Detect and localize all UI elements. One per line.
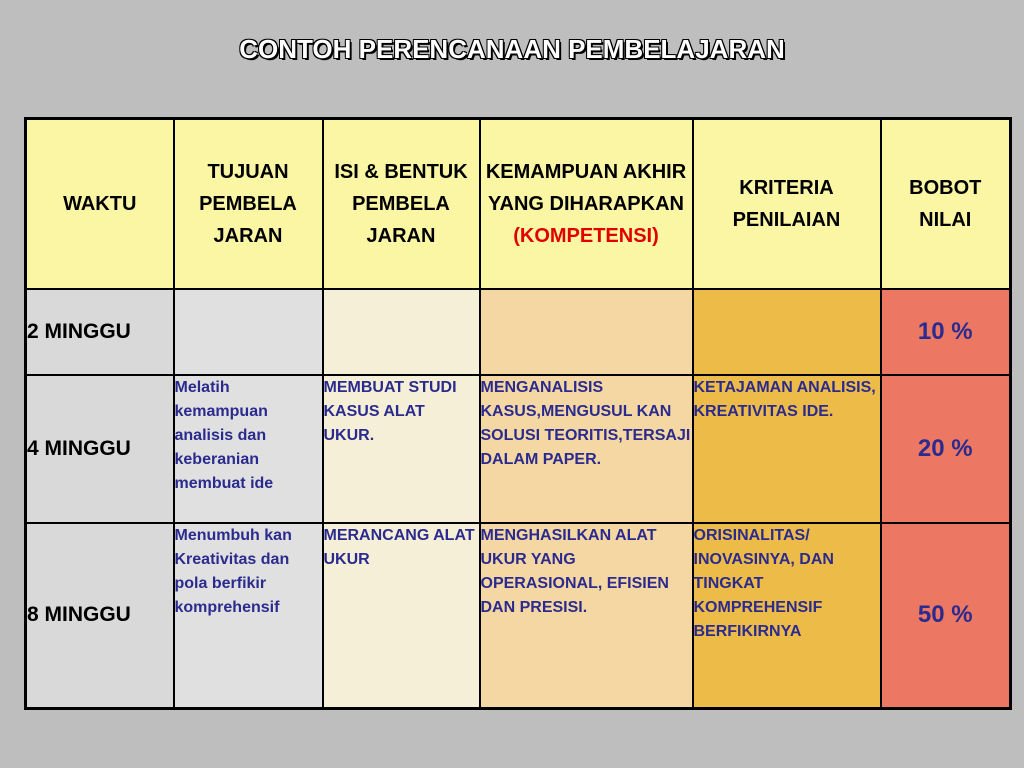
kriteria-cell — [693, 289, 881, 375]
header-isi: ISI & BENTUK PEMBELA JARAN — [323, 119, 480, 289]
table-row — [26, 523, 1011, 709]
header-tujuan: TUJUAN PEMBELA JARAN — [174, 119, 323, 289]
header-kemampuan-label: KEMAMPUAN AKHIR YANG DIHARAPKAN — [485, 160, 687, 215]
tujuan-cell: Melatih kemampuan analisis dan keberanian membuat ide — [174, 375, 323, 523]
header-kompetensi-note: (KOMPETENSI) — [513, 224, 659, 247]
isi-cell — [323, 289, 480, 375]
learning-plan-table — [24, 117, 1012, 710]
isi-cell: MEMBUAT STUDI KASUS ALAT UKUR. — [323, 375, 480, 523]
header-bobot: BOBOT NILAI — [881, 119, 1011, 289]
page-title: CONTOH PERENCANAAN PEMBELAJARAN — [239, 34, 785, 64]
kemampuan-cell: MENGANALISIS KASUS,MENGUSUL KAN SOLUSI TEORITIS,TERSAJI DALAM PAPER. — [480, 375, 693, 523]
kemampuan-cell: MENGHASILKAN ALAT UKUR YANG OPERASIONAL, EFISIEN DAN PRESISI. — [480, 523, 693, 709]
table-row — [26, 375, 1011, 523]
kriteria-cell: KETAJAMAN ANALISIS, KREATIVITAS IDE. — [693, 375, 881, 523]
header-kemampuan — [480, 119, 693, 289]
waktu-cell: 2 MINGGU — [26, 289, 174, 375]
waktu-cell: 4 MINGGU — [26, 375, 174, 523]
bobot-cell — [881, 523, 1011, 709]
table-row — [26, 289, 1011, 375]
bobot-cell — [881, 375, 1011, 523]
header-row — [26, 119, 1011, 289]
tujuan-cell — [174, 289, 323, 375]
waktu-cell: 8 MINGGU — [26, 523, 174, 709]
kriteria-cell: ORISINALITAS/ INOVASINYA, DAN TINGKAT KOMPREHENSIF BERFIKIRNYA — [693, 523, 881, 709]
bobot-cell — [881, 289, 1011, 375]
kemampuan-cell — [480, 289, 693, 375]
bobot-value: 50 % — [917, 601, 973, 629]
bobot-value: 10 % — [917, 317, 973, 345]
header-waktu: WAKTU — [26, 119, 174, 289]
tujuan-cell: Menumbuh kan Kreativitas dan pola berfikir komprehensif — [174, 523, 323, 709]
header-kriteria: KRITERIA PENILAIAN — [693, 119, 881, 289]
bobot-value: 20 % — [917, 434, 973, 462]
isi-cell: MERANCANG ALAT UKUR — [323, 523, 480, 709]
